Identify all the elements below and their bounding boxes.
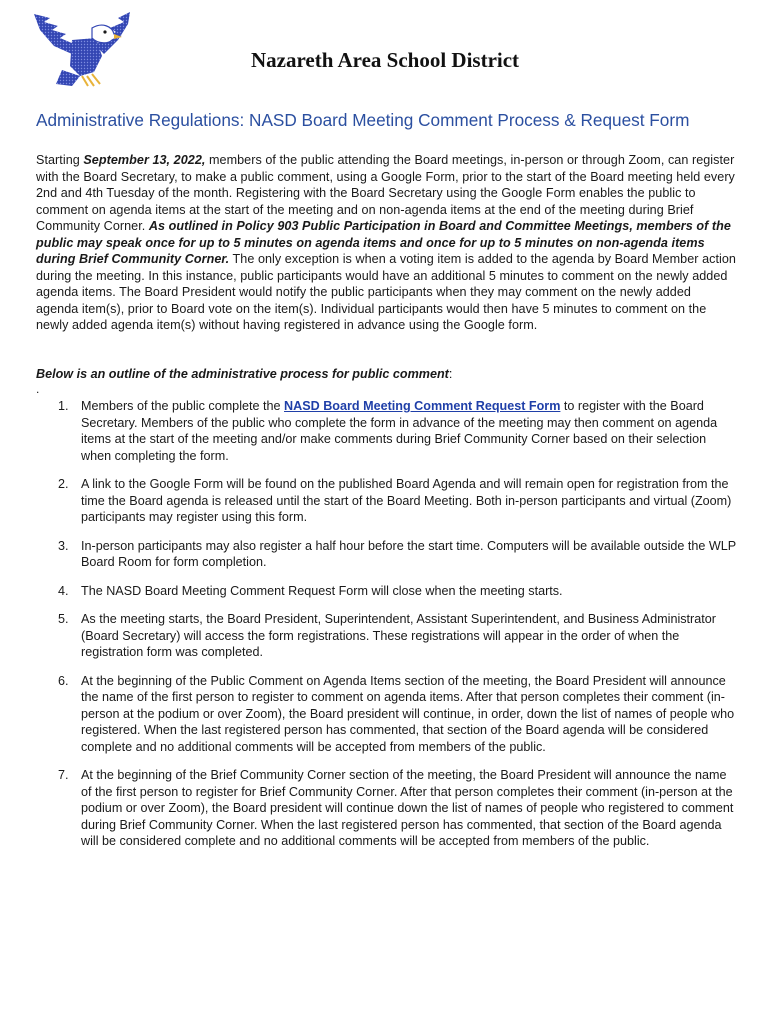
list-item	[36, 538, 736, 571]
list-item	[36, 583, 736, 600]
step-text: At the beginning of the Brief Community Corner section of the meeting, the Board President will announce the name of the first person to register for Brief Community Corner. After that person completes their comment (in-person at the podium or over Zoom), the Board president will continue down the list of names of people who registered to comment during Brief Community Corner. When the last registered person has commented, that section of the Board agenda will be considered complete and no additional comments will be accepted from members of the public.	[81, 768, 734, 848]
outline-heading	[36, 366, 736, 383]
outline-colon: :	[448, 367, 453, 381]
intro-text-1: Starting	[36, 153, 84, 167]
list-item	[36, 611, 736, 661]
list-item	[36, 476, 736, 526]
list-item	[36, 398, 736, 464]
step-text: A link to the Google Form will be found on the published Board Agenda and will remain open for registration from the time the Board agenda is released until the start of the Board Meeting. Both in-person participants and virtual (Zoom) participants may register using this form.	[81, 477, 732, 524]
process-steps-list	[36, 398, 736, 862]
list-item-number: 2.	[58, 477, 69, 491]
intro-text-3: The only exception is when a voting item is added to the agenda by Board Member action during the meeting. In this instance, public participants would have an additional 5 minutes to comment on the newly added agenda items. The Board President would notify the public participants when they may comment on the newly added agenda item(s), prior to Board vote on the item(s). Individual participants would then have 5 minutes to comment on the newly added agenda item(s) without having registered in advance using the Google form.	[36, 252, 736, 332]
start-date: September 13, 2022,	[83, 153, 206, 167]
list-item-number: 1.	[58, 399, 69, 413]
list-item	[36, 673, 736, 756]
step-text: In-person participants may also register a half hour before the start time. Computers will be available outside the WLP Board Room for form completion.	[81, 538, 736, 569]
policy-statement: As outlined in Policy 903 Public Participation in Board and Committee Meetings, members of the public may speak once for up to 5 minutes on agenda items and once for up to 5 minutes on non-agenda items during Brief Community Corner.	[36, 219, 731, 266]
outline-lead-text: Below is an outline of the administrative process for public comment	[36, 367, 449, 381]
step-text-post: to register with the Board Secretary. Members of the public who complete the form in advance of the meeting may then comment on agenda items at the start of the meeting and/or make comments during Brief Community Corner based on their selection when completing the form.	[81, 399, 718, 463]
step-text: The NASD Board Meeting Comment Request Form will close when the meeting starts.	[81, 583, 563, 598]
list-item	[36, 767, 736, 850]
step-text: At the beginning of the Public Comment on Agenda Items section of the meeting, the Board President will announce the name of the first person to register to comment on agenda items. After that person completes their comment (in-person at the podium or over Zoom), the Board president will continue, in order, down the list of names of people who registered. When the last registered person has commented, that section of the Board agenda will be considered complete and no additional comments will be accepted from members of the public.	[81, 673, 735, 754]
document-title: Administrative Regulations: NASD Board Meeting Comment Process & Request Form	[36, 110, 690, 130]
list-item-number: 3.	[58, 538, 69, 553]
list-item-number: 5.	[58, 612, 69, 626]
intro-paragraph	[36, 152, 736, 334]
step-text: As the meeting starts, the Board President, Superintendent, Assistant Superintendent, and Business Administrator (Board Secretary) will access the form registrations. These registrations will appear in the order of when the registration form was completed.	[81, 612, 716, 659]
list-item-number: 6.	[58, 673, 69, 688]
comment-request-form-link[interactable]: NASD Board Meeting Comment Request Form	[284, 399, 561, 413]
intro-text-2: members of the public attending the Board meetings, in-person or through Zoom, can register with the Board Secretary, to make a public comment, using a Google Form, prior to the start of the Board meeting held every 2nd and 4th Tuesday of the month. Registering with the Board Secretary using the Google Form enables the public to comment on agenda items at the start of the meeting and on non-agenda items at the end of the meeting during Brief Community Corner.	[36, 153, 735, 233]
list-item-number: 7.	[58, 768, 69, 782]
stray-dot: .	[36, 382, 40, 396]
district-name: Nazareth Area School District	[250, 48, 520, 72]
list-item-number: 4.	[58, 583, 69, 598]
step-text-pre: Members of the public complete the	[81, 399, 285, 413]
